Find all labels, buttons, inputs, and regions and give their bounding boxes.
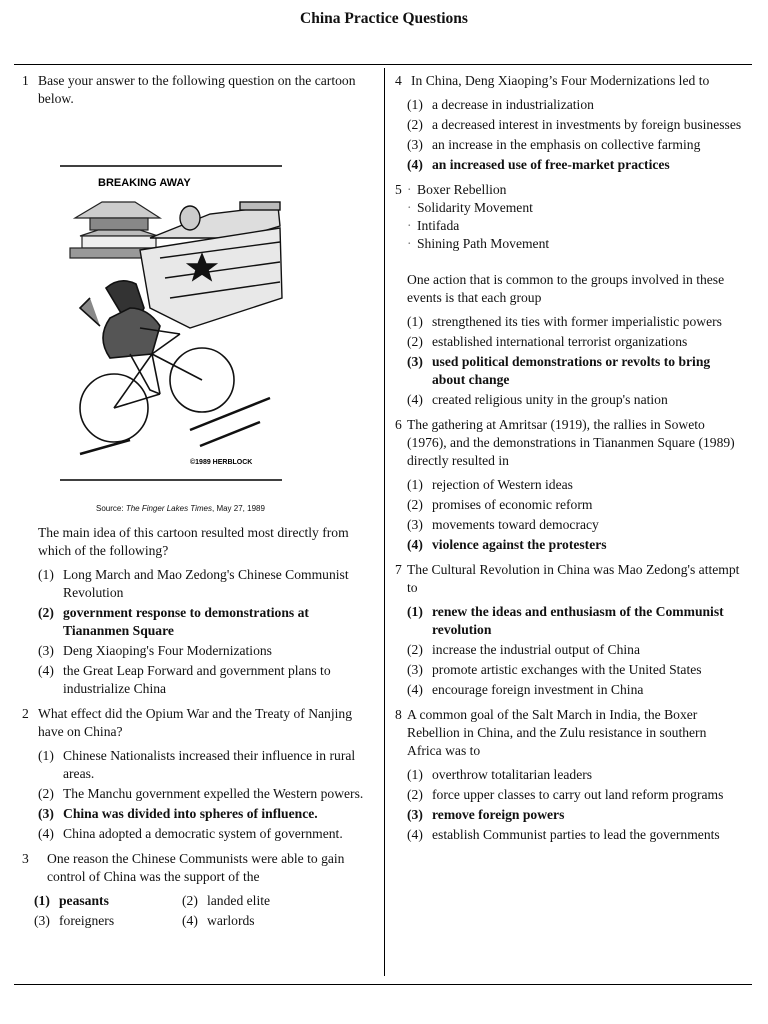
option-4[interactable] [407,391,743,409]
event-list [407,181,743,253]
cartoon-source [96,500,310,518]
option-text: an increase in the emphasis on collective farming [432,137,701,152]
option-text: remove foreign powers [432,807,565,822]
option-text: force upper classes to carry out land reform programs [432,787,724,802]
bottom-rule [14,984,752,985]
cartoon-drawing [40,158,302,498]
answer-options [34,892,377,930]
option-1[interactable] [407,96,743,114]
event-label: Intifada [417,218,460,233]
source-label: Source: [96,504,124,513]
option-number: (1) [407,314,423,329]
option-text: rejection of Western ideas [432,477,573,492]
question-5 [395,181,743,409]
option-number: (3) [34,913,50,928]
option-3[interactable] [407,516,743,534]
option-number: (4) [38,826,54,841]
option-text: the Great Leap Forward and government plans to industrialize China [63,663,331,696]
option-1[interactable] [407,476,743,494]
option-4[interactable] [38,825,377,843]
source-publication: The Finger Lakes Times [125,504,212,513]
answer-options [407,476,743,554]
option-1[interactable] [407,766,743,784]
option-text: established international terrorist organizations [432,334,688,349]
option-number: (2) [38,786,54,801]
event-item: · Shining Path Movement [407,236,550,251]
cartoon-signature: ©1989 HERBLOCK [190,459,253,466]
event-item: · Solidarity Movement [407,200,533,215]
option-text: landed elite [207,893,271,908]
question-number: 8 [395,707,402,722]
option-number: (1) [407,97,423,112]
option-number: (2) [407,117,423,132]
event-label: Boxer Rebellion [417,182,507,197]
question-stem: One reason the Chinese Communists were able to gain control of China was the support of the [47,851,345,884]
option-4[interactable] [407,826,743,844]
question-stem: The Cultural Revolution in China was Mao Zedong's attempt to [407,562,740,595]
option-3[interactable] [407,353,743,389]
option-text: an increased use of free-market practices [432,157,670,172]
answer-options [38,566,377,698]
option-text: China was divided into spheres of influence. [63,806,318,821]
question-number: 1 [22,73,29,88]
option-text: a decrease in industrialization [432,97,594,112]
option-text: Chinese Nationalists increased their influence in rural areas. [63,748,356,781]
option-text: movements toward democracy [432,517,599,532]
option-number: (4) [407,827,423,842]
question-1 [22,72,377,698]
option-number: (3) [407,807,423,822]
option-text: strengthened its ties with former imperialistic powers [432,314,722,329]
question-6 [395,416,743,554]
option-text: government response to demonstrations at Tiananmen Square [63,605,309,638]
option-number: (3) [38,806,54,821]
question-3 [22,850,377,930]
event-label: Shining Path Movement [417,236,550,251]
option-4[interactable] [38,662,377,698]
option-3[interactable] [407,661,743,679]
option-number: (4) [407,682,423,697]
question-stem: A common goal of the Salt March in India, the Boxer Rebellion in China, and the Zulu resistance in southern Africa was to [407,707,707,758]
answer-options [38,747,377,843]
option-2[interactable] [182,892,352,910]
option-4[interactable] [407,156,743,174]
option-number: (2) [407,334,423,349]
question-stem: What effect did the Opium War and the Treaty of Nanjing have on China? [38,706,353,739]
option-text: overthrow totalitarian leaders [432,767,593,782]
option-text: foreigners [59,913,115,928]
option-text: a decreased interest in investments by foreign businesses [432,117,742,132]
option-2[interactable] [407,333,743,351]
option-number: (4) [38,663,54,678]
answer-options [407,96,743,174]
option-1[interactable] [34,892,182,910]
left-column [22,72,377,937]
option-text: violence against the protesters [432,537,607,552]
event-item: · Intifada [407,218,460,233]
option-1[interactable] [407,313,743,331]
option-number: (3) [407,517,423,532]
option-1[interactable] [38,566,377,602]
option-2[interactable] [407,496,743,514]
option-number: (2) [38,605,54,620]
option-text: The Manchu government expelled the Western powers. [63,786,364,801]
option-number: (3) [407,137,423,152]
option-2[interactable] [38,785,377,803]
question-text: The main idea of this cartoon resulted most directly from which of the following? [38,525,349,558]
question-7 [395,561,743,699]
option-number: (4) [407,392,423,407]
answer-options [407,766,743,844]
option-2[interactable] [407,116,743,134]
option-text: created religious unity in the group's nation [432,392,668,407]
option-text: promises of economic reform [432,497,593,512]
option-2[interactable] [407,786,743,804]
option-number: (1) [38,567,54,582]
option-number: (4) [407,537,423,552]
option-1[interactable] [38,747,377,783]
option-text: encourage foreign investment in China [432,682,644,697]
option-2[interactable] [407,641,743,659]
question-8 [395,706,743,844]
cartoon [40,158,310,518]
event-label: Solidarity Movement [417,200,533,215]
option-number: (3) [407,662,423,677]
question-text: One action that is common to the groups involved in these events is that each group [407,272,725,305]
question-stem: Base your answer to the following question on the cartoon below. [38,73,356,106]
option-text: renew the ideas and enthusiasm of the Communist revolution [432,604,724,637]
option-text: peasants [59,893,109,908]
question-number: 5 [395,182,402,197]
option-3[interactable] [38,642,377,660]
question-stem: In China, Deng Xiaoping’s Four Modernizations led to [411,73,710,88]
option-4[interactable] [407,681,743,699]
option-number: (2) [407,642,423,657]
option-4[interactable] [407,536,743,554]
option-1[interactable] [407,603,743,639]
question-2 [22,705,377,843]
option-number: (1) [34,893,50,908]
right-column [395,72,743,851]
question-number: 2 [22,706,29,721]
option-number: (1) [38,748,54,763]
cartoon-image [40,158,302,498]
cartoon-caption: BREAKING AWAY [98,177,191,189]
option-text: Long March and Mao Zedong's Chinese Communist Revolution [63,567,349,600]
option-number: (4) [407,157,423,172]
option-text: Deng Xiaoping's Four Modernizations [63,643,272,658]
question-number: 6 [395,417,402,432]
option-number: (2) [407,497,423,512]
option-text: China adopted a democratic system of government. [63,826,343,841]
option-3[interactable] [34,912,182,930]
answer-options [407,313,743,409]
option-text: establish Communist parties to lead the governments [432,827,720,842]
event-item: · Boxer Rebellion [407,182,507,197]
option-number: (3) [407,354,423,369]
option-text: promote artistic exchanges with the United States [432,662,702,677]
answer-options [407,603,743,699]
option-number: (2) [182,893,198,908]
question-number: 4 [395,73,402,88]
option-3[interactable] [407,806,743,824]
question-number: 3 [22,851,29,866]
option-4[interactable] [182,912,352,930]
option-number: (4) [182,913,198,928]
question-number: 7 [395,562,402,577]
option-number: (3) [38,643,54,658]
option-number: (1) [407,477,423,492]
page-title: China Practice Questions [300,10,468,27]
option-text: increase the industrial output of China [432,642,641,657]
option-text: used political demonstrations or revolts to bring about change [432,354,711,387]
option-number: (1) [407,604,423,619]
question-4 [395,72,743,174]
column-divider [384,68,385,976]
option-number: (1) [407,767,423,782]
top-rule [14,64,752,65]
option-3[interactable] [407,136,743,154]
option-2[interactable] [38,604,377,640]
option-text: warlords [207,913,255,928]
source-date: , May 27, 1989 [212,504,265,513]
option-number: (2) [407,787,423,802]
question-stem: The gathering at Amritsar (1919), the rallies in Soweto (1976), and the demonstrations in Tiananmen Square (1989) directly resulted in [407,417,735,468]
option-3[interactable] [38,805,377,823]
